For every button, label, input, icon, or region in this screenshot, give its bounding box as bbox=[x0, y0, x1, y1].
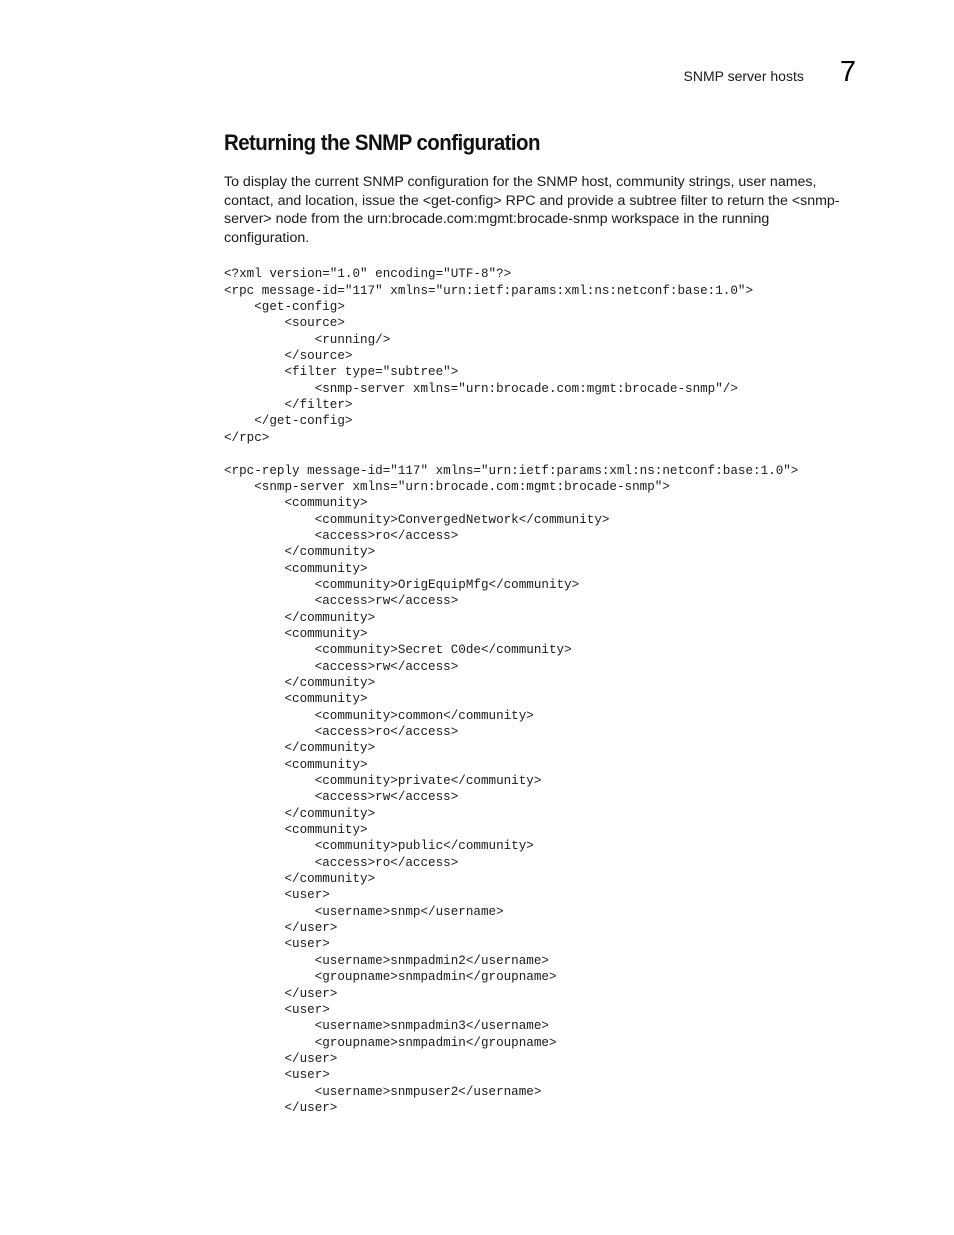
code-line: <?xml version="1.0" encoding="UTF-8"?> bbox=[224, 267, 512, 282]
code-line: <access>rw</access> bbox=[224, 790, 459, 805]
code-line: <user> bbox=[224, 1068, 330, 1083]
code-line: </community> bbox=[224, 675, 376, 690]
code-line: <access>ro</access> bbox=[224, 725, 459, 739]
code-line: <groupname>snmpadmin</groupname> bbox=[224, 970, 557, 985]
code-line: <community>public</community> bbox=[224, 839, 534, 854]
code-line: <rpc message-id="117" xmlns="urn:ietf:params:xml:ns:netconf:base:1.0"> bbox=[224, 283, 754, 298]
code-line: </community> bbox=[224, 741, 376, 756]
code-line: <community>OrigEquipMfg</community> bbox=[224, 577, 580, 592]
code-line: <community> bbox=[224, 757, 368, 772]
code-line: </user> bbox=[224, 921, 338, 936]
code-line: <rpc-reply message-id="117" xmlns="urn:ietf:params:xml:ns:netconf:base:1.0"> bbox=[224, 463, 799, 478]
code-line: <username>snmpadmin2</username> bbox=[224, 953, 549, 968]
code-line: </community> bbox=[224, 610, 376, 625]
code-line: <username>snmpuser2</username> bbox=[224, 1084, 542, 1099]
section-title: Returning the SNMP configuration bbox=[224, 130, 540, 155]
code-line: </rpc> bbox=[224, 430, 270, 445]
code-line: </filter> bbox=[224, 398, 353, 413]
code-line: <username>snmp</username> bbox=[224, 904, 504, 919]
code-line: <source> bbox=[224, 316, 345, 331]
code-line: </community> bbox=[224, 806, 376, 821]
code-line bbox=[224, 446, 854, 462]
code-line: <groupname>snmpadmin</groupname> bbox=[224, 1035, 557, 1050]
code-line: <username>snmpadmin3</username> bbox=[224, 1019, 549, 1034]
header-section-title: SNMP server hosts bbox=[683, 68, 804, 84]
code-line: <community> bbox=[224, 626, 368, 641]
code-line: <access>rw</access> bbox=[224, 659, 459, 674]
code-line: <community>private</community> bbox=[224, 774, 542, 789]
code-line: </user> bbox=[224, 1100, 338, 1115]
code-line: <user> bbox=[224, 937, 330, 952]
code-line: </community> bbox=[224, 545, 376, 560]
code-line: </user> bbox=[224, 1051, 338, 1066]
code-line: <access>ro</access> bbox=[224, 528, 459, 543]
code-line: </user> bbox=[224, 986, 338, 1001]
code-line: <snmp-server xmlns="urn:brocade.com:mgmt:brocade-snmp"/> bbox=[224, 381, 738, 396]
code-block bbox=[224, 266, 854, 1116]
body-paragraph: To display the current SNMP configuration for the SNMP host, community strings, user names, contact, and location, issue the <get-config> RPC and provide a subtree filter to return the <snmp-server> node from the urn:brocade.com:mgmt:brocade-snmp workspace in the running configuration. bbox=[224, 174, 840, 246]
header-chapter-number: 7 bbox=[839, 56, 856, 88]
code-line: <community>Secret C0de</community> bbox=[224, 643, 572, 658]
code-line: </source> bbox=[224, 349, 353, 364]
code-line: </get-config> bbox=[224, 414, 353, 429]
code-line: <community>common</community> bbox=[224, 708, 534, 723]
code-line: <filter type="subtree"> bbox=[224, 365, 459, 380]
code-line: <community> bbox=[224, 496, 368, 511]
code-line: <community> bbox=[224, 823, 368, 838]
code-line: <running/> bbox=[224, 332, 391, 347]
code-line: <get-config> bbox=[224, 300, 345, 315]
code-line: <community> bbox=[224, 692, 368, 707]
code-line: </community> bbox=[224, 872, 376, 887]
code-line: <access>rw</access> bbox=[224, 594, 459, 609]
code-line: <user> bbox=[224, 1002, 330, 1017]
code-line: <snmp-server xmlns="urn:brocade.com:mgmt:brocade-snmp"> bbox=[224, 479, 670, 494]
code-line: <community> bbox=[224, 561, 368, 576]
code-line: <user> bbox=[224, 888, 330, 903]
page-content bbox=[224, 130, 854, 1116]
code-line: <access>ro</access> bbox=[224, 855, 459, 870]
running-header bbox=[684, 58, 856, 90]
code-line: <community>ConvergedNetwork</community> bbox=[224, 512, 610, 527]
